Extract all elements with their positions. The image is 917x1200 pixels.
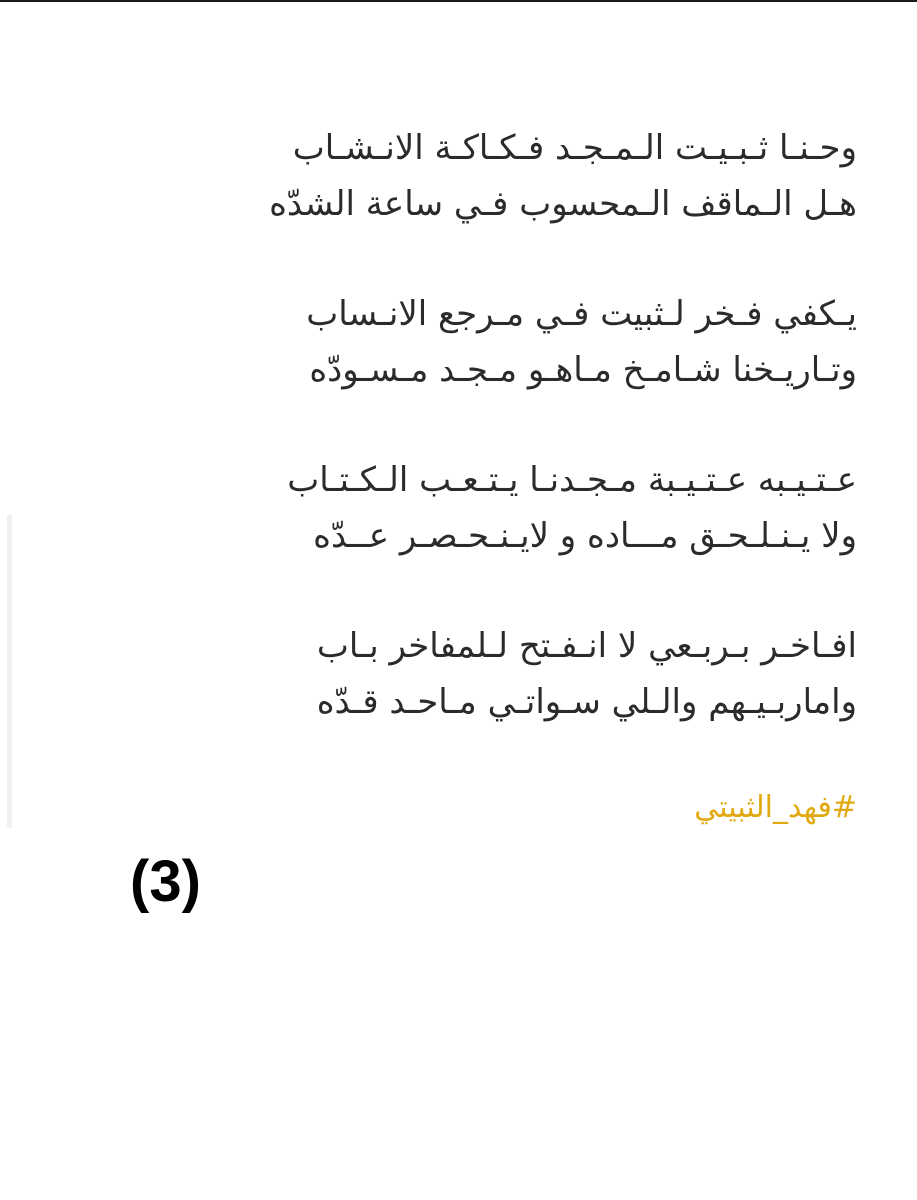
stanza-1: [217, 120, 857, 232]
stanza-4: [217, 618, 857, 730]
top-border: [0, 0, 917, 2]
verse-line: افـاخـر بـربـعي لا انـفـتح لـلمفاخر بـاب: [316, 626, 857, 666]
verse-line: يـكفي فـخر لـثبيت فـي مـرجع الانـساب: [306, 294, 857, 334]
verse-line: واماربـيـهم والـلي سـواتـي مـاحـد قـدّه: [316, 682, 857, 722]
verse-line: هـل الـماقف الـمحسوب فـي ساعة الشدّه: [269, 184, 857, 224]
page-number: (3): [130, 849, 201, 914]
verse-line: عـتـيـبه عـتـيـبة مـجـدنـا يـتـعـب الـكـتـاب: [287, 460, 857, 500]
verse-line: ولا يـنـلـحـق مـــاده و لايـنـحـصـر عــدّه: [313, 516, 857, 556]
stanza-2: [217, 286, 857, 398]
scroll-indicator: [7, 515, 12, 828]
stanza-3: [217, 452, 857, 564]
poem: [217, 120, 857, 836]
verse-line: وحـنـا ثـبـيـت الـمـجـد فـكـاكـة الانـشـاب: [292, 128, 857, 168]
verse-line: وتـاريـخنا شـامـخ مـاهـو مـجـد مـسـودّه: [309, 350, 857, 390]
author-hashtag-link[interactable]: #فهد_الثبيتي: [694, 790, 857, 825]
